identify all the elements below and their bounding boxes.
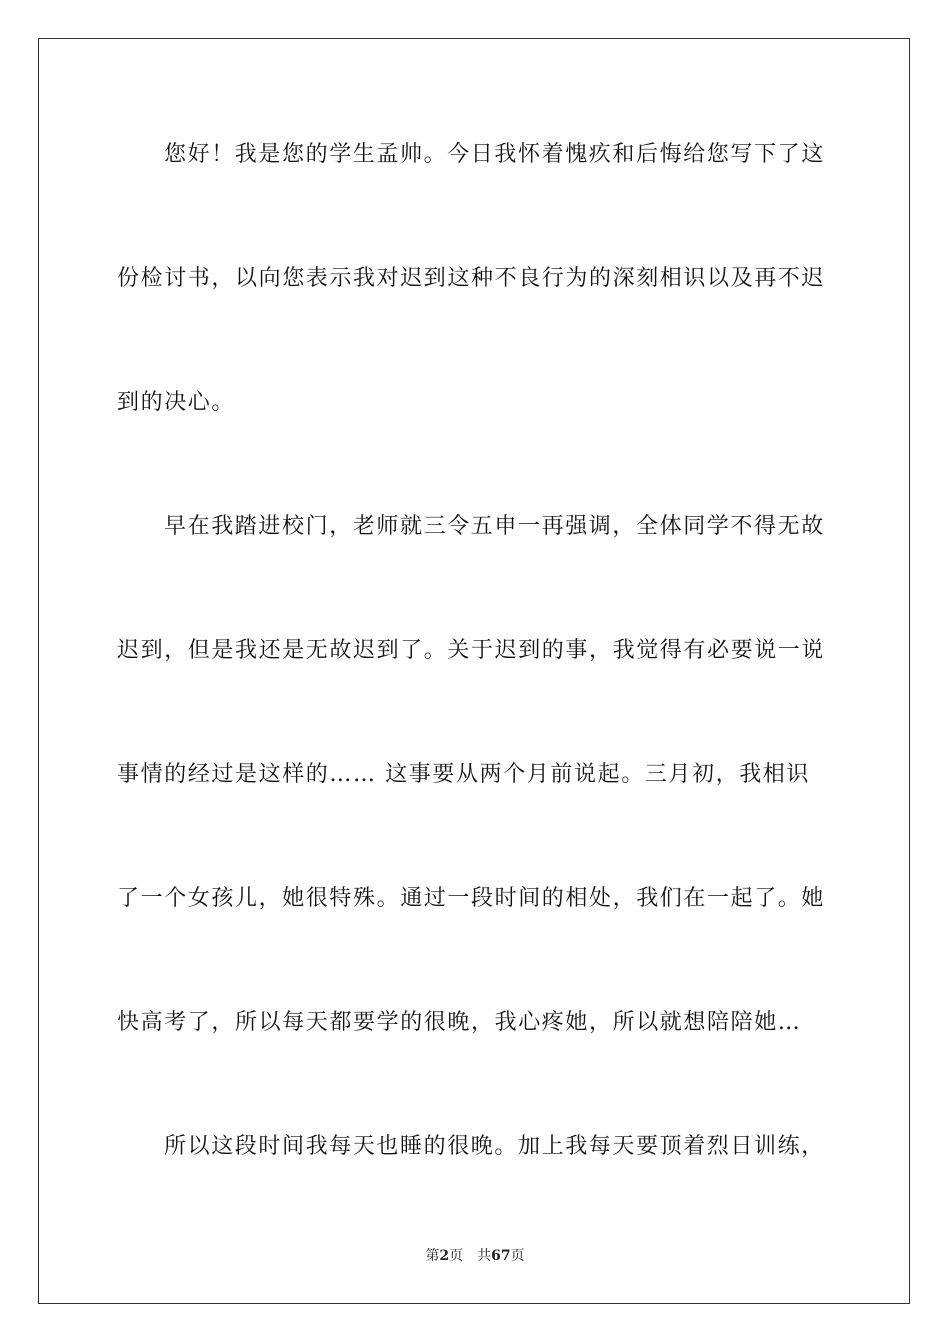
document-body: [117, 124, 837, 1178]
page-prefix: 第: [425, 1248, 440, 1264]
page-footer: [0, 1245, 950, 1265]
paragraph-1-line-1: 您好！我是您的学生孟帅。今日我怀着愧疚和后悔给您写下了这: [164, 142, 825, 167]
paragraph-2-line-1: 早在我踏进校门，老师就三令五申一再强调，全体同学不得无故: [164, 514, 825, 539]
paragraph-2-line-4: 了一个女孩儿，她很特殊。通过一段时间的相处，我们在一起了。她: [117, 886, 826, 911]
paragraph-1-line-2: 份检讨书，以向您表示我对迟到这种不良行为的深刻相识以及再不迟: [117, 266, 826, 291]
page-suffix: 页: [449, 1248, 464, 1264]
paragraph-3-line-1: 所以这段时间我每天也睡的很晚。加上我每天要顶着烈日训练，: [164, 1134, 825, 1159]
total-prefix: 共: [477, 1248, 492, 1264]
total-suffix: 页: [510, 1248, 525, 1264]
paragraph-2-line-5: 快高考了，所以每天都要学的很晚，我心疼她，所以就想陪陪她…: [117, 1010, 802, 1035]
page-number: 2: [439, 1248, 450, 1264]
paragraph-2-line-3: 事情的经过是这样的…… 这事要从两个月前说起。三月初，我相识: [117, 762, 810, 787]
paragraph-1-line-3: 到的决心。: [117, 390, 236, 415]
total-pages: 67: [491, 1248, 511, 1264]
paragraph-2-line-2: 迟到，但是我还是无故迟到了。关于迟到的事，我觉得有必要说一说: [117, 638, 826, 663]
